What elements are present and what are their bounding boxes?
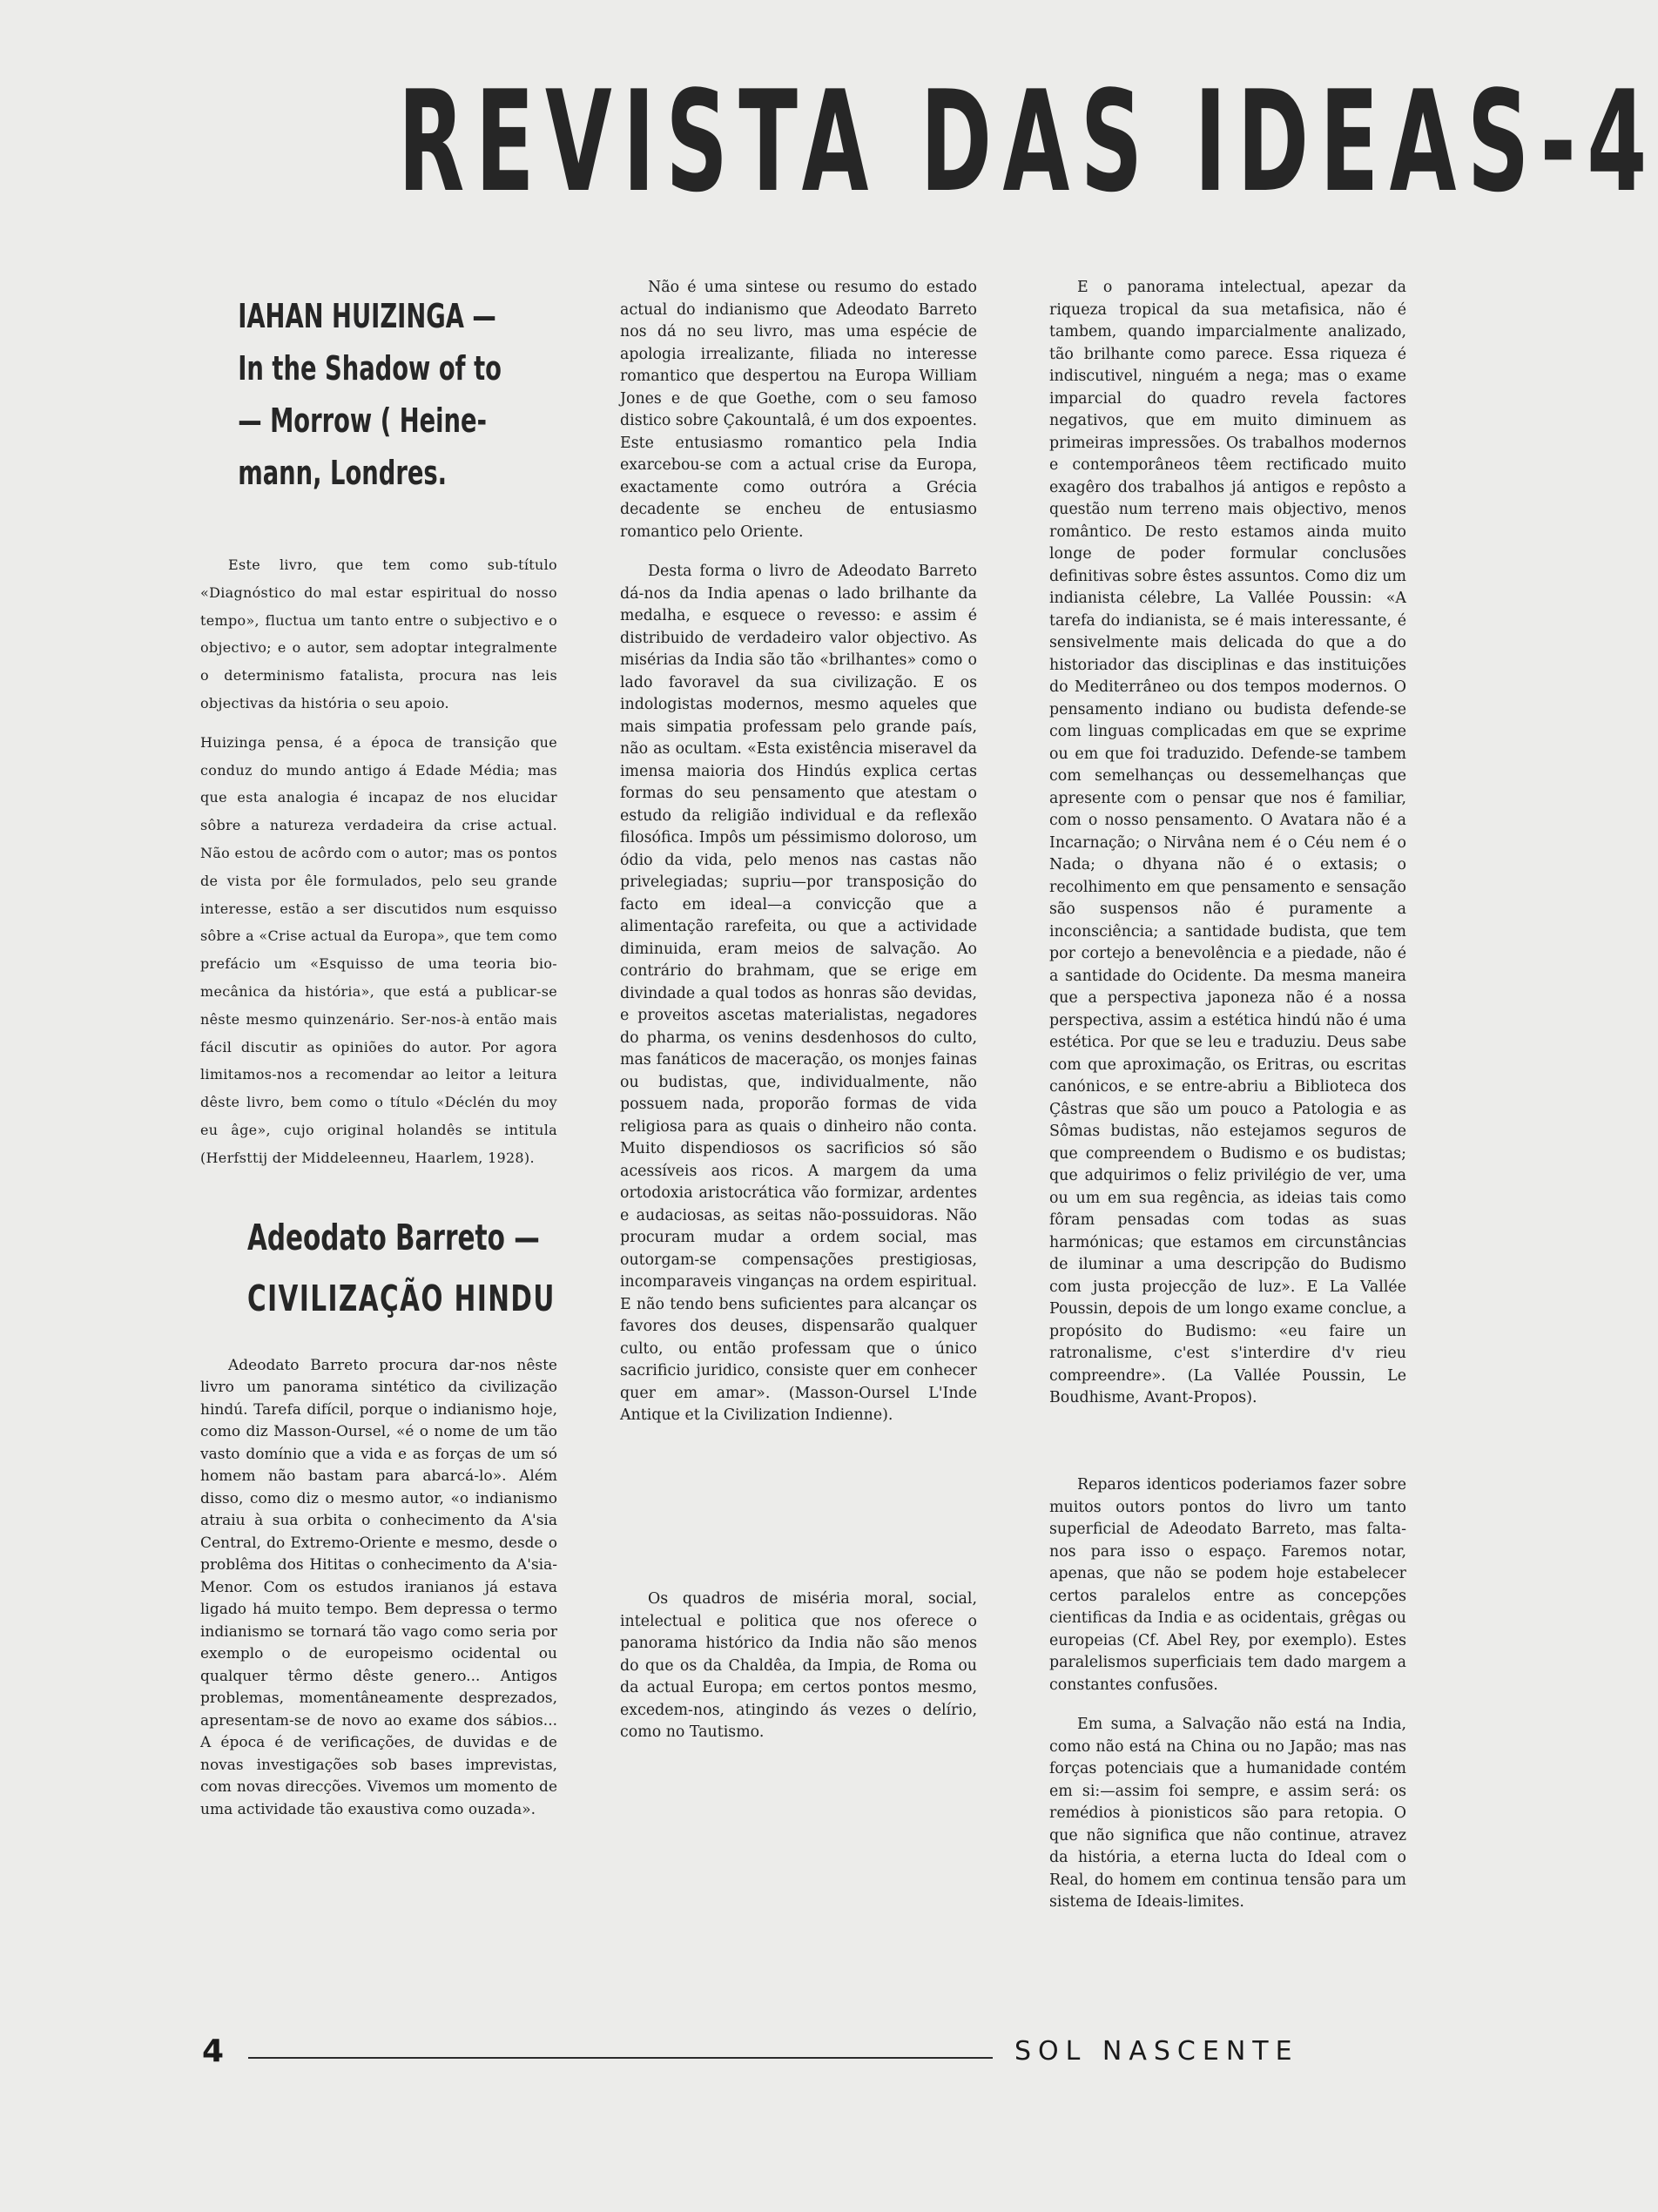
heading-line: In the Shadow of to [238,349,502,388]
heading-line: mann, Londres. [238,454,448,492]
column-3 [1049,277,1406,1932]
review-paragraph: E o panorama intelectual, apezar da riqueza tropical da sua metafisica, não é tambem, quando imparcialmente analizado, tão brilhante como parece. Essa riqueza é indiscutivel, ninguém a nega; mas o exame imparcial do quadro revela factores negativos, que em muito diminuem as primeiras impressões. Os trabalhos modernos e contemporâneos têem rectificado muito exagêro dos trabalhos já antigos e repôsto a questão num terreno mais objectivo, menos romântico. De resto estamos ainda muito longe de poder formular conclusões definitivas sobre êstes assuntos. Como diz um indianista célebre, La Vallée Poussin: «A tarefa do indianista, se é mais interessante, é sensivelmente mais delicada do que a do historiador das disciplinas e das instituições do Mediterrâneo ou dos tempos modernos. O pensamento indiano ou budista defende-se com linguas complicadas em que se exprime ou em que foi traduzido. Defende-se tambem com semelhanças ou dessemelhanças que apresente com o pensar que nos é familiar, com o nosso pensamento. O Avatara não é a Incarnação; o Nirvâna nem é o Céu nem é o Nada; o dhyana não é o extasis; o recolhimento em que pensamento e sensação são suspensos não é puramente a inconsciência; a santidade budista, que tem por cortejo a benevolência e a piedade, não é a santidade do Ocidente. Da mesma maneira que a perspectiva japoneza não é a nossa perspectiva, assim a estética hindú não é uma estética. Por que se leu e traduziu. Deus sabe com que aproximação, os Eritras, ou escritas canónicos, e se entre-abriu a Biblioteca dos Çâstras que são um pouco a Patologia e as Sômas budistas, não estejamos seguros de que compreendem o Budismo e os budistas; que adquirimos o feliz privilégio de ver, uma ou um em sua regência, as ideias tais como fôram pensadas com todas as suas harmónicas; que estamos em circunstâncias de iluminar a uma descripção do Budismo com justa projecção de luz». E La Vallée Poussin, depois de um longo exame conclue, a propósito do Budismo: «eu faire un ratronalisme, c'est s'interdire d'v rieu compreendre». (La Vallée Poussin, Le Boudhisme, Avant-Propos). [1049,279,1406,1406]
heading-line: CIVILIZAÇÃO HINDU [247,1277,556,1319]
page-number: 4 [202,2033,225,2069]
publication-name: SOL NASCENTE [1014,2036,1299,2067]
review-heading-huizinga [200,290,502,551]
column-2 [620,277,977,1762]
heading-line: — Morrow ( Heine- [238,401,487,440]
review-paragraph: Adeodato Barreto procura dar-nos nêste livro um panorama sintético da civilização hindú. Tarefa difícil, porque o indianismo hoje, como diz Masson-Oursel, «é o nome de um tão vasto domínio que a vida e as forças de um só homem não bastam para abarcá-lo». Além disso, como diz o mesmo autor, «o indianismo atraiu à sua orbita o conhecimento da A'sia Central, do Extremo-Oriente e mesmo, desde o problêma dos Hititas o conhecimento da A'sia-Menor. Com os estudos iranianos já estava ligado há muito tempo. Bem depressa o termo indianismo se tornará tão vago como seria por exemplo o de europeismo ocidental ou qualquer têrmo dêste genero... Antigos problemas, momentâneamente desprezados, apresentam-se de novo ao exame dos sábios... A época é de verificações, de duvidas e de novas investigações sob bases imprevistas, com novas direcções. Vivemos um momento de uma actividade tão exaustiva como ouzada». [200,1356,557,1818]
review-heading-barreto [200,1207,556,1355]
review-paragraph: Desta forma o livro de Adeodato Barreto dá-nos da India apenas o lado brilhante da medalha, e esquece o revesso: e assim é distribuido de verdadeiro valor objectivo. As misérias da India são tão «brilhantes» como o lado favoravel da sua civilização. E os indologistas modernos, mesmo aqueles que mais simpatia professam pelo grande país, não as ocultam. «Esta existência miseravel da imensa maioria dos Hindús explica certas formas do seu pensamento que atestam o estudo da religião individual e da reflexão filosófica. Impôs um péssimismo doloroso, um ódio da vida, pelo menos nas castas não privelegiadas; supriu—por transposição do facto em ideal—a convicção que a alimentação rarefeita, ou que a actividade diminuida, eram meios de salvação. Ao contrário do brahmam, que se erige em divindade a qual todos as honras são devidas, e proveitos ascetas materialistas, negadores do pharma, os venins desdenhosos do culto, mas fanáticos de maceração, os monjes fainas ou budistas, que, individualmente, não possuem nada, proporão formas de vida religiosa para as quais o dinheiro não conta. Muito dispendiosos os sacrificios só são acessíveis aos ricos. A margem da uma ortodoxia aristocrática vão formizar, ardentes e audaciosas, as seitas não-possuidoras. Não procuram mudar a ordem social, mas outorgam-se compensações prestigiosas, incomparaveis vinganças na ordem espiritual. E não tendo bens suficientes para alcançar os favores dos deuses, dispensarão qualquer culto, ou então professam que o único sacrificio juridico, consiste quer em conhecer quer em amar». (Masson-Oursel L'Inde Antique et la Civilization Indienne). [620,563,977,1424]
review-paragraph: Em suma, a Salvação não está na India, como não está na China ou no Japão; mas nas forças potenciais que a humanidade contém em si:—assim foi sempre, e assim será: os remédios à pionisticos são para retopia. O que não significa que não continue, atravez da história, a eterna lucta do Ideal com o Real, do homem em continua tensão para um sistema de Ideais-limites. [1049,1716,1406,1911]
heading-line: IAHAN HUIZINGA — [238,297,496,335]
heading-line: Adeodato Barreto — [247,1216,540,1258]
masthead-title: REVISTA DAS IDEAS-4 [398,60,1658,223]
review-paragraph: Não é uma sintese ou resumo do estado actual do indianismo que Adeodato Barreto nos dá no seu livro, mas uma espécie de apologia irrealizante, filiada no interesse romantico que despertou na Europa William Jones e de que Goethe, com o seu famoso distico sobre Çakountalâ, é um dos expoentes. Este entusiasmo romantico pela India exarcebou-se com a actual crise da Europa, exactamente como outróra a Grécia decadente se encheu de entusiasmo romantico pelo Oriente. [620,279,978,541]
review-paragraph: Este livro, que tem como sub-título «Diagnóstico do mal estar espiritual do nosso tempo», fluctua um tanto entre o subjectivo e o objectivo; e o autor, sem adoptar integralmente o determinismo fatalista, procura nas leis objectivas da história o seu apoio. [200,556,557,711]
review-paragraph: Reparos identicos poderiamos fazer sobre muitos outors pontos do livro um tanto superficial de Adeodato Barreto, mas falta-nos para isso o espaço. Faremos notar, apenas, que não se podem hoje estabelecer certos paralelos entre as concepções cientificas da India e as ocidentais, grêgas ou europeias (Cf. Abel Rey, por exemplo). Estes paralelismos superficiais tem dado margem a constantes confusões. [1049,1476,1406,1694]
footer-rule [248,2057,993,2059]
review-paragraph: Os quadros de miséria moral, social, intelectual e politica que nos oferece o panorama histórico da India não são menos do que os da Chaldêa, da Impia, de Roma ou da actual Europa; em certos pontos mesmo, excedem-nos, atingindo ás vezes o delírio, como no Tautismo. [620,1590,977,1741]
review-paragraph: Huizinga pensa, é a época de transição que conduz do mundo antigo á Edade Média; mas que esta analogia é incapaz de nos elucidar sôbre a natureza verdadeira da crise actual. Não estou de acôrdo com o autor; mas os pontos de vista por êle formulados, pelo seu grande interesse, estão a ser discutidos num esquisso sôbre a «Crise actual da Europa», que tem como prefácio um «Esquisso de uma teoria bio-mecânica da história», que está a publicar-se nêste mesmo quinzenário. Ser-nos-à então mais fácil discutir as opiniões do autor. Por agora limitamos-nos a recomendar ao leitor a leitura dêste livro, bem como o título «Déclén du moy eu âge», cujo original holandês se intitula (Herfsttij der Middeleenneu, Haarlem, 1928). [200,733,557,1166]
column-1 [200,266,557,1818]
